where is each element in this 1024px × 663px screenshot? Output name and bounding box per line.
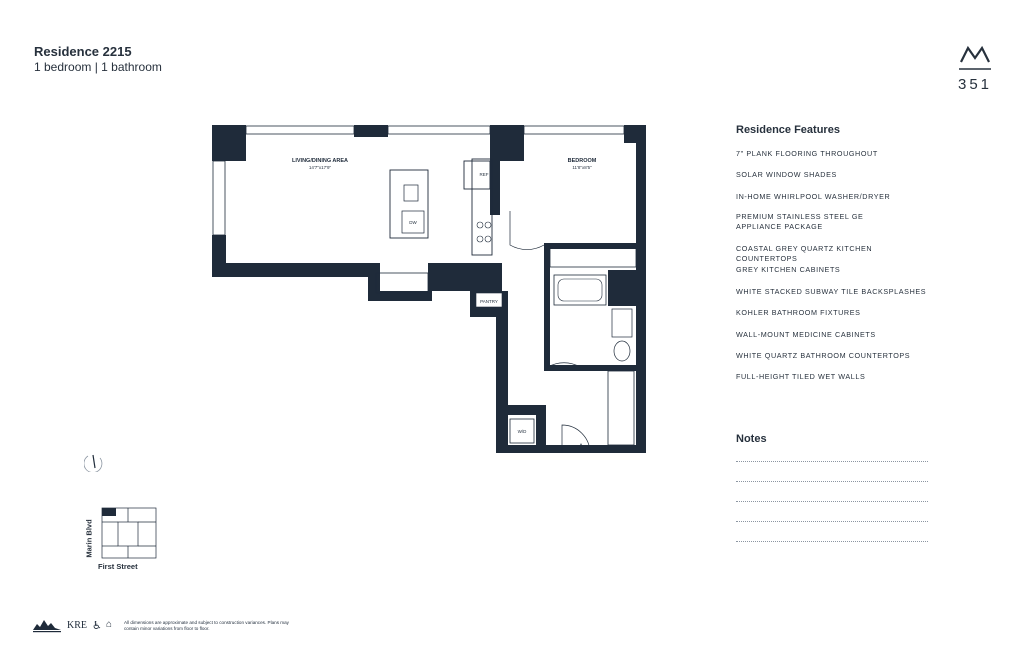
wall-hall-west [496, 291, 508, 453]
residence-subtitle: 1 bedroom | 1 bathroom [34, 60, 162, 74]
feature-item: 7" PLANK FLOORING THROUGHOUT [736, 149, 878, 158]
wall-segment-top [354, 125, 388, 137]
living-area-dims: 14'7"x17'9" [308, 165, 332, 170]
wall-step-bottom [368, 291, 432, 301]
north-arrow-icon [84, 452, 104, 472]
wall-east [636, 135, 646, 453]
logo-number: 351 [958, 76, 993, 93]
unit-highlight [102, 508, 116, 516]
floor-plan [200, 115, 660, 460]
feature-item: COASTAL GREY QUARTZ KITCHEN COUNTERTOPS [736, 244, 873, 263]
wd-label: W/D [517, 429, 527, 434]
bedroom-dims: 11'8"x8'5" [572, 165, 592, 170]
note-line[interactable] [736, 481, 928, 482]
ref-label: REF [479, 172, 489, 177]
feature-item: SOLAR WINDOW SHADES [736, 170, 837, 179]
wall-bed-south [544, 243, 636, 249]
bedroom-label: BEDROOM [567, 158, 597, 164]
feature-item: GREY KITCHEN CABINETS [736, 265, 841, 274]
feature-item: WHITE STACKED SUBWAY TILE BACKSPLASHES [736, 287, 927, 296]
feature-item: WHITE QUARTZ BATHROOM COUNTERTOPS [736, 351, 911, 360]
wall-kitchen-east [490, 155, 500, 215]
feature-item: PREMIUM STAINLESS STEEL GE APPLIANCE PACKAGE [736, 212, 864, 231]
feature-item: IN-HOME WHIRLPOOL WASHER/DRYER [736, 192, 891, 201]
residence-title: Residence 2215 [34, 44, 132, 59]
feature-item: FULL-HEIGHT TILED WET WALLS [736, 372, 866, 381]
wall-south [496, 445, 646, 453]
note-line[interactable] [736, 501, 928, 502]
wall-south-living [212, 263, 372, 277]
wall-south-living-right [428, 263, 502, 291]
notes-title: Notes [736, 433, 767, 445]
wall-bath-south [544, 365, 636, 371]
equal-housing-icon: ⌂ [106, 619, 113, 630]
skyline-logo-icon [32, 616, 62, 634]
disclaimer-text: All dimensions are approximate and subject to construction variances. Plans may contain minor variations from floor to floor. [124, 620, 289, 631]
note-line[interactable] [736, 541, 928, 542]
note-line[interactable] [736, 521, 928, 522]
pantry-label: PANTRY [480, 299, 498, 304]
street-label-marin: Marin Blvd [84, 519, 94, 558]
wall-corner-nw [212, 125, 246, 161]
features-title: Residence Features [736, 124, 840, 136]
wall-wd-right [536, 405, 546, 453]
accessibility-icon: ♿ [92, 620, 102, 632]
street-label-first: First Street [98, 562, 138, 571]
note-line[interactable] [736, 461, 928, 462]
living-area-label: LIVING/DINING AREA [291, 158, 349, 164]
dw-label: DW [409, 220, 417, 225]
wall-bath-block [608, 270, 636, 306]
wall-bath-west [544, 245, 550, 369]
kre-logo: KRE [67, 620, 87, 631]
feature-item: WALL-MOUNT MEDICINE CABINETS [736, 330, 876, 339]
feature-item: KOHLER BATHROOM FIXTURES [736, 308, 861, 317]
